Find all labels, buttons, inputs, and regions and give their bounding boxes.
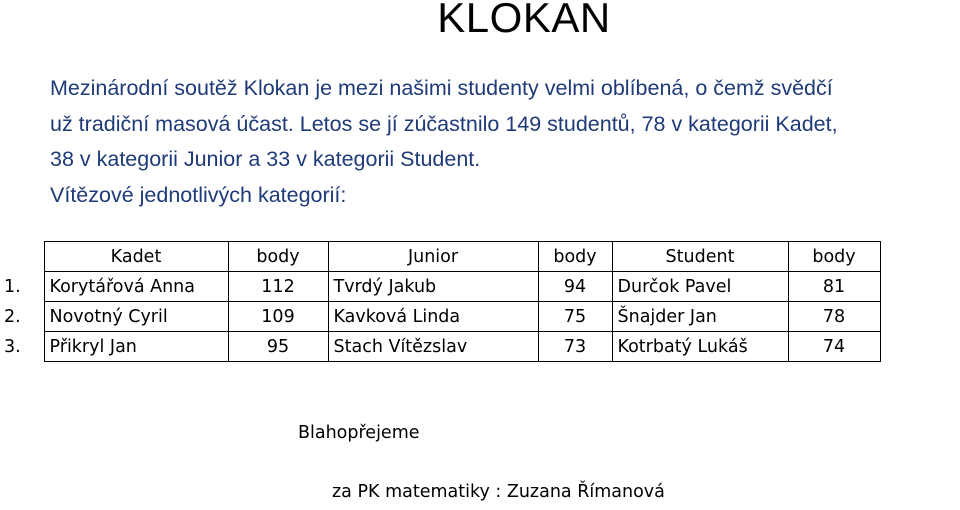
student-points-cell: 74 (788, 332, 880, 362)
intro-line: 38 v kategorii Junior a 33 v kategorii Student. (50, 147, 481, 171)
junior-points-cell: 75 (538, 302, 612, 332)
page-title: KLOKAN (437, 0, 611, 41)
kadet-points-cell: 109 (228, 302, 328, 332)
junior-points-cell: 94 (538, 272, 612, 302)
intro-line: už tradiční masová účast. Letos se jí zúčastnilo 149 studentů, 78 v kategorii Kadet, (50, 111, 838, 136)
header-student: Student (612, 242, 788, 272)
student-points-cell: 81 (788, 272, 880, 302)
header-kadet-points: body (228, 242, 328, 272)
student-points-cell: 78 (788, 302, 880, 332)
intro-paragraph (50, 71, 955, 213)
junior-name-cell: Stach Vítězslav (328, 332, 538, 362)
header-junior-points: body (538, 242, 612, 272)
header-kadet: Kadet (44, 242, 228, 272)
junior-points-cell: 73 (538, 332, 612, 362)
signature-text: za PK matematiky : Zuzana Římanová (332, 482, 665, 502)
rank-cell: 3. (4, 336, 21, 357)
header-junior: Junior (328, 242, 538, 272)
kadet-points-cell: 112 (228, 272, 328, 302)
kadet-name-cell: Přikryl Jan (44, 332, 228, 362)
table-row (0, 272, 880, 302)
student-name-cell: Kotrbatý Lukáš (612, 332, 788, 362)
kadet-name-cell: Korytářová Anna (44, 272, 228, 302)
rank-cell: 1. (4, 276, 21, 297)
winners-table (0, 241, 881, 362)
junior-name-cell: Tvrdý Jakub (328, 272, 538, 302)
winners-table-container (0, 241, 881, 362)
congratulations-text: Blahopřejeme (298, 423, 420, 443)
table-row (0, 302, 880, 332)
kadet-points-cell: 95 (228, 332, 328, 362)
winners-heading: Vítězové jednotlivých kategorií: (50, 182, 347, 207)
student-name-cell: Durčok Pavel (612, 272, 788, 302)
intro-line: Mezinárodní soutěž Klokan je mezi našimi studenty velmi oblíbená, o čemž svědčí (50, 76, 833, 100)
junior-name-cell: Kavková Linda (328, 302, 538, 332)
kadet-name-cell: Novotný Cyril (44, 302, 228, 332)
table-row (0, 332, 880, 362)
header-student-points: body (788, 242, 880, 272)
student-name-cell: Šnajder Jan (612, 302, 788, 332)
table-header-row (0, 242, 880, 272)
rank-header-cell (0, 242, 44, 272)
rank-cell: 2. (4, 306, 21, 327)
